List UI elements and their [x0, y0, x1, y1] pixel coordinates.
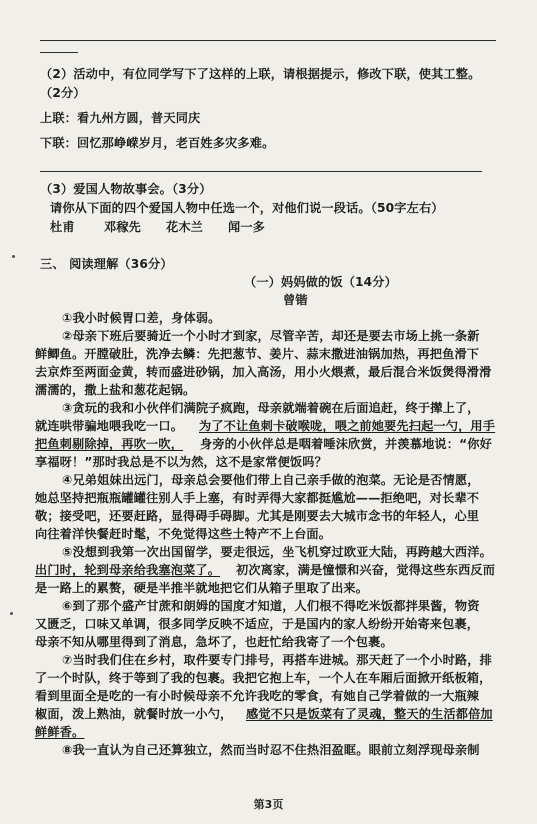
passage-line: 初次离家，满是憧憬和兴奋，觉得这些东西反而 — [236, 563, 496, 577]
passage-line: ④兄弟姐妹出远门，母亲总会要他们带上自己亲手做的泡菜。无论是否情愿， — [62, 473, 480, 487]
q2-prompt: （2）活动中，有位同学写下了这样的上联，请根据提示，修改下联，使其工整。 — [40, 67, 481, 81]
passage-line: ③贪玩的我和小伙伴们满院子疯跑，母亲就端着碗在后面追赶，终于撵上了， — [62, 401, 480, 415]
divider-rule — [40, 171, 482, 172]
passage-line: ⑥到了那个盛产甘蔗和朗姆的国度才知道，人们根不得吃米饭都拌果酱，物资 — [62, 599, 480, 613]
section-heading: 三、 阅读理解（36分） — [40, 257, 173, 271]
q3-prompt: （3）爱国人物故事会。（3分） — [40, 182, 212, 196]
q2-score: （2分） — [40, 86, 86, 100]
passage-author: 曾锴 — [283, 293, 308, 307]
passage-line: 就连哄带骗地喂我吃一口。 — [35, 419, 184, 433]
passage-line: 身旁的小伙伴总是咽着唾沫欣赏，并羡慕地说：“你好 — [200, 437, 492, 451]
passage-line: 向往着洋快餐赶时髦，不免觉得这些土特产不上台面。 — [35, 527, 332, 541]
passage-line: 了一个时队，终于等到了我的包裹。我把它抱上车，一个人在车厢后面掀开纸板箱， — [35, 671, 492, 685]
passage-line: ⑧我一直认为自己还算独立，然而当时忍不住热泪盈眶。眼前立刻浮现母亲制 — [62, 743, 480, 757]
page-number: 第3页 — [253, 798, 284, 811]
underlined-sentence: 为了不让鱼刺卡破喉咙，喂之前她要先扫起一勺，用手 — [199, 419, 496, 433]
top-rule-short — [40, 52, 78, 53]
passage-line: 敬；接受吧，还要赶路，显得碍手碍脚。尤其是刚要去大城市念书的年轻人，心里 — [35, 509, 480, 523]
scan-speck — [12, 255, 15, 258]
passage-line: 去京炸至两面金黄，转而盛进砂锅，加入高汤，用小火煨煮，最后混合米饭煲得滑滑 — [35, 365, 492, 379]
q3-name-1: 杜甫 — [50, 220, 75, 234]
passage-line: 是一路上的累赘，硬是半推半就地把它们从箱子里取了出来。 — [35, 581, 369, 595]
underlined-sentence: 鲜鲜香。 — [35, 725, 85, 739]
underlined-sentence: 感觉不只是饭菜有了灵魂，整天的生活都倍加 — [246, 707, 493, 721]
scan-speck — [10, 612, 13, 615]
underlined-sentence: 把鱼刺剔除掉，再吹一吹， — [35, 437, 184, 451]
top-rule — [40, 40, 496, 41]
q2-lower-couplet: 下联：回忆那峥嵘岁月，老百姓多灾多难。 — [40, 136, 275, 150]
passage-line: 濡濡的，撒上盐和葱花起锅。 — [35, 383, 196, 397]
q3-name-2: 邓稼先 — [104, 220, 142, 234]
passage-title: （一）妈妈做的饭（14分） — [244, 275, 397, 289]
passage-line: ⑦当时我们住在乡村，取件要专门排号，再搭车进城。那天赶了一个小时路，排 — [62, 653, 492, 667]
q3-name-3: 花木兰 — [166, 220, 204, 234]
passage-line: ⑤没想到我第一次出国留学，要走很远，坐飞机穿过欧亚大陆，再跨越大西洋。 — [62, 545, 492, 559]
passage-line: 又匮乏，口味又单调，很多同学反映不适应，于是国内的家人纷纷开始寄来包裹， — [35, 617, 480, 631]
passage-line: 她总坚持把瓶瓶罐罐往别人手上塞，有时弄得大家都挺尴尬——拒绝吧，对长辈不 — [35, 491, 480, 505]
passage-line: 看到里面全是吃的一有小时候母亲不允许我吃的零食，有她自己学着做的一大瓶辣 — [35, 689, 480, 703]
passage-line: 母亲不知从哪里得到了消息，急坏了，也赶忙给我寄了一个包裹。 — [35, 635, 393, 649]
passage-line: 椒面，泼上熟油，就餐时放一小勺， — [35, 707, 233, 721]
q3-instruction: 请你从下面的四个爱国人物中任选一个，对他们说一段话。（50字左右） — [50, 201, 444, 215]
passage-line: ①我小时候胃口差，身体弱。 — [62, 311, 221, 325]
underlined-sentence: 出门时，轮到母亲给我塞泡菜了。 — [35, 563, 221, 577]
passage-line: 享福呀！”那时我总是不以为然，这不是家常便饭吗？ — [35, 455, 327, 469]
passage-line: 鲜鲫鱼。开膛破肚，洗净去鳞：先把葱节、姜片、蒜末撒进油锅加热，再把鱼滑下 — [35, 347, 480, 361]
passage-line: ②母亲下班后要骑近一个小时才到家，尽管辛苦，却还是要去市场上挑一条新 — [62, 329, 480, 343]
q3-name-4: 闻一多 — [228, 220, 266, 234]
q2-upper-couplet: 上联：看九州方圆，普天同庆 — [40, 111, 201, 125]
